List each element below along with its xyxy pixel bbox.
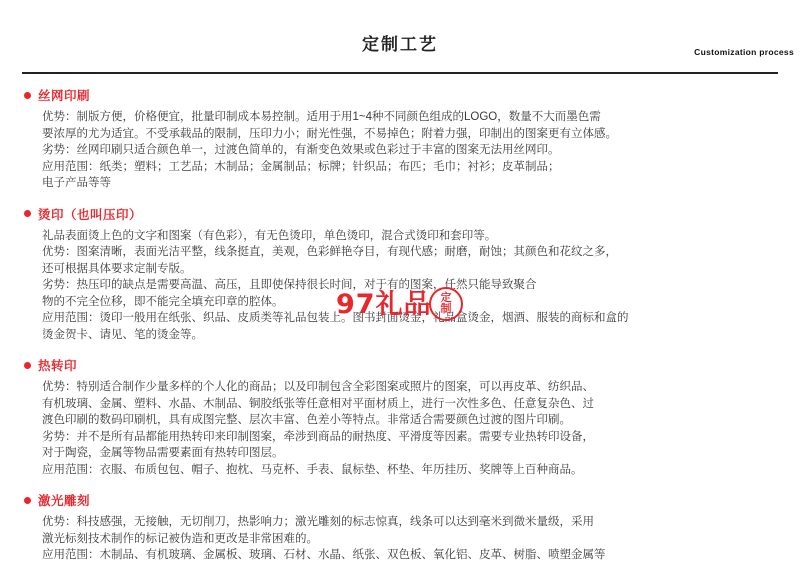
sections-container xyxy=(0,72,800,564)
header-divider xyxy=(22,72,778,74)
body-line: 应用范围：衣服、布质包包、帽子、抱枕、马克杯、手表、鼠标垫、杯垫、年历挂历、奖牌等上百种商品。 xyxy=(42,463,583,476)
section-title: 丝网印刷 xyxy=(38,89,91,103)
watermark-seal-line1: 定 xyxy=(440,292,452,304)
body-line: 渡色印刷的数码印刷机，具有成图完整、层次丰富、色差小等特点。非常适合需要颜色过渡的图片印刷。 xyxy=(42,414,571,426)
section-heading xyxy=(24,86,800,104)
body-line: 物的不完全位移，即不能完全填充印章的腔体。 xyxy=(42,295,284,308)
body-line: 应用范围：烫印一般用在纸张、织品、皮质类等礼品包装上。图书封面烫金，礼品盒烫金，烟酒、服装的商标和盒的 xyxy=(42,312,629,324)
section-title: 热转印 xyxy=(38,359,78,373)
body-line: 劣势：丝网印刷只适合颜色单一，过渡色简单的，有渐变色效果或色彩过于丰富的图案无法用丝网印。 xyxy=(42,144,560,156)
bullet-dot-icon xyxy=(24,362,31,369)
page-header xyxy=(0,0,800,72)
body-line: 要浓厚的尤为适宜。不受承载品的限制，压印力小；耐光性强，不易掉色；附着力强，印制出的图案更有立体感。 xyxy=(42,127,617,140)
body-line: 优势：图案清晰，表面光洁平整，线条挺直，美观，色彩鲜艳夺目，有现代感；耐磨，耐蚀；其颜色和花纹之多， xyxy=(42,246,617,258)
body-line: 电子产品等等 xyxy=(42,177,111,189)
body-line: 对于陶瓷，金属等物品需要素面有热转印图层。 xyxy=(42,447,284,459)
body-line: 优势：制版方便，价格便宜，批量印制成本易控制。适用于用1~4种不同颜色组成的LOGO，数量不大而墨色需 xyxy=(42,111,601,123)
section-body xyxy=(42,228,770,344)
section-heading xyxy=(24,491,800,509)
section-silkscreen xyxy=(0,86,800,192)
section-laser-engraving xyxy=(0,491,800,564)
bullet-dot-icon xyxy=(24,497,31,504)
bullet-dot-icon xyxy=(24,210,31,217)
body-line: 应用范围：纸类；塑料；工艺品；木制品；金属制品；标牌；针织品；布匹；毛巾；衬衫；皮革制品； xyxy=(42,160,560,173)
body-line: 应用范围：木制品、有机玻璃、金属板、玻璃、石材、水晶、纸张、双色板、氧化铝、皮革、树脂、喷塑金属等 xyxy=(42,549,606,561)
page-subtitle: Customization process xyxy=(694,47,794,57)
section-hot-stamping xyxy=(0,205,800,344)
body-line: 劣势：热压印的缺点是需要高温、高压，且即使保持很长时间，对于有的图案，任然只能导致聚合 xyxy=(42,279,537,291)
body-line: 优势：科技感强，无接触，无切削刀，热影响力；激光雕刻的标志惊真，线条可以达到毫米到微米量级，采用 xyxy=(42,516,594,528)
body-line: 烫金贺卡、请见、笔的烫金等。 xyxy=(42,328,203,341)
section-heading xyxy=(24,205,800,223)
section-title: 激光雕刻 xyxy=(38,494,91,508)
watermark-text: 97礼品 xyxy=(336,289,432,320)
section-body xyxy=(42,379,770,478)
section-body xyxy=(42,514,770,564)
body-line: 礼品表面烫上色的文字和图案（有色彩），有无色烫印，单色烫印，混合式烫印和套印等。 xyxy=(42,229,497,242)
body-line: 劣势：并不是所有品都能用热转印来印制图案，牵涉到商品的耐热度、平滑度等因素。需要专业热转印设备， xyxy=(42,430,594,443)
body-line: 还可根据具体要求定制专版。 xyxy=(42,262,192,275)
bullet-dot-icon xyxy=(24,92,31,99)
section-body xyxy=(42,109,770,192)
watermark-seal-line2: 制 xyxy=(440,303,452,315)
section-title: 烫印（也叫压印） xyxy=(38,207,143,222)
section-heat-transfer xyxy=(0,356,800,478)
body-line: 激光标刻技术制作的标记被伪造和更改是非常困难的。 xyxy=(42,532,318,545)
body-line: 优势：特别适合制作少量多样的个人化的商品；以及印制包含全彩图案或照片的图案，可以再皮革、纺织品、 xyxy=(42,381,594,393)
body-line: 有机玻璃、金属、塑料、水晶、木制品、铜胶纸张等任意相对平面材质上，进行一次性多色、任意复杂色、过 xyxy=(42,397,594,410)
section-heading xyxy=(24,356,800,374)
page-title: 定制工艺 xyxy=(362,35,438,54)
